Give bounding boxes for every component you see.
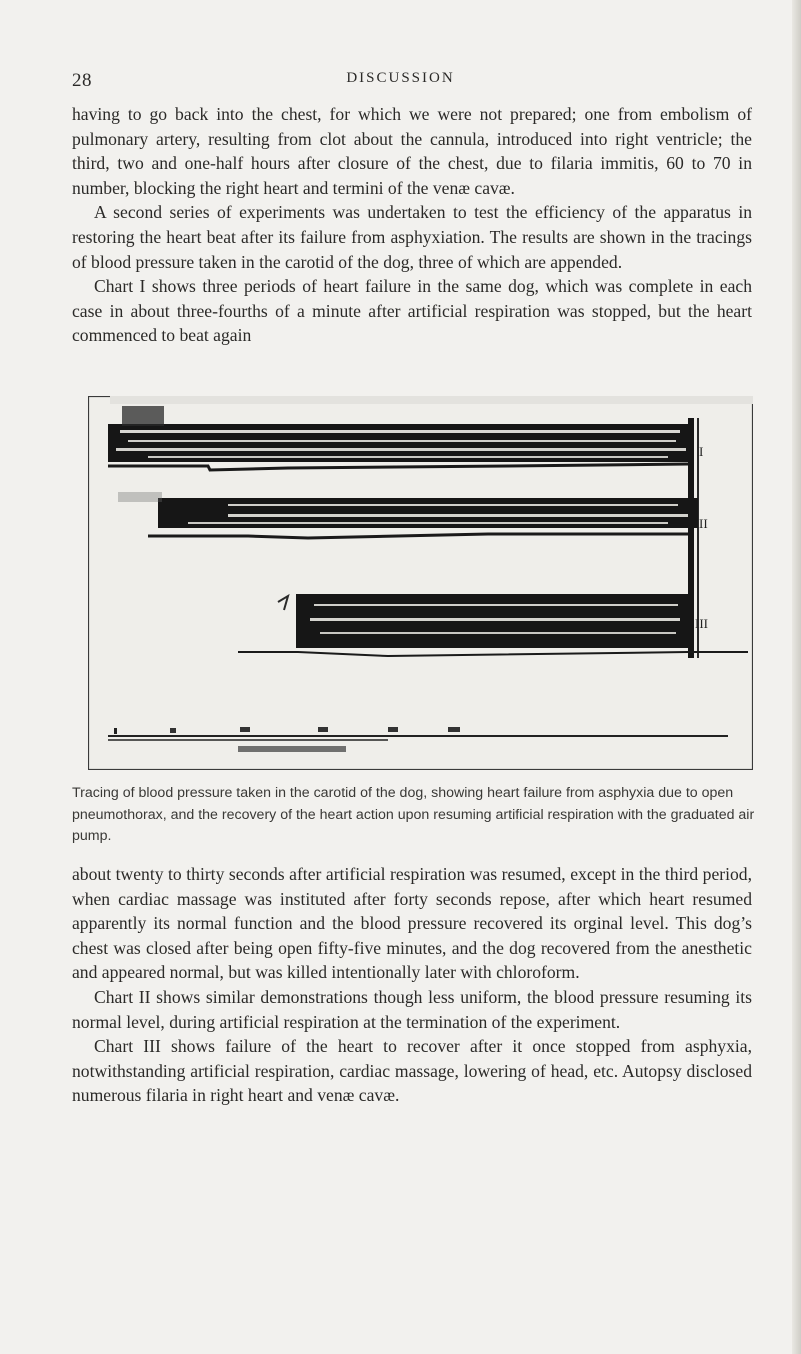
trace-label-i: I	[699, 444, 704, 459]
trace-label-ii: II	[699, 516, 708, 531]
page-number: 28	[72, 70, 92, 91]
page-edge	[792, 0, 801, 1354]
paragraph: Chart II shows similar demonstrations though less uniform, the blood pressure resuming its normal level, during artificial respiration at the termination of the experiment.	[72, 986, 752, 1032]
paragraph: A second series of experiments was undertaken to test the efficiency of the apparatus in restoring the heart beat after its failure from asphyxiation. The results are shown in the tracings of blood pressure taken in the carotid of the dog, three of which are appended.	[72, 202, 752, 272]
paragraph: Chart III shows failure of the heart to recover after it once stopped from asphyxia, notwithstanding artificial respiration, cardiac massage, lowering of head, etc. Autopsy disclosed numerous filaria in right heart and venæ cavæ.	[72, 1036, 752, 1106]
text-block-top	[72, 102, 752, 348]
blood-pressure-tracing-figure	[88, 396, 753, 770]
paragraph: Chart I shows three periods of heart failure in the same dog, which was complete in each case in about three-fourths of a minute after artificial respiration was stopped, but the heart commenced to beat again	[72, 276, 752, 346]
trace-band-iii	[238, 594, 748, 656]
paragraph: about twenty to thirty seconds after artificial respiration was resumed, except in the third period, when cardiac massage was instituted after forty seconds repose, after which heart resumed apparently its normal function and the blood pressure recovered its orginal level. This dog’s chest was closed after being open fifty-five minutes, and the dog recovered from the anesthetic and appeared normal, but was killed intentionally later with chloroform.	[72, 864, 752, 983]
running-head: DISCUSSION	[346, 70, 455, 86]
tracing-image	[88, 396, 753, 770]
figure-caption: Tracing of blood pressure taken in the carotid of the dog, showing heart failure from asphyxia due to open pneumothorax, and the recovery of the heart action upon resuming artificial respiration with the graduated air pump.	[72, 785, 755, 844]
trace-label-iii: III	[695, 616, 708, 631]
text-block-bottom	[72, 862, 752, 1108]
paragraph: having to go back into the chest, for which we were not prepared; one from embolism of pulmonary artery, resulting from clot about the cannula, introduced into right ventricle; the third, two and one-half hours after closure of the chest, due to filaria immitis, 60 to 70 in number, blocking the right heart and termini of the venæ cavæ.	[72, 104, 752, 198]
